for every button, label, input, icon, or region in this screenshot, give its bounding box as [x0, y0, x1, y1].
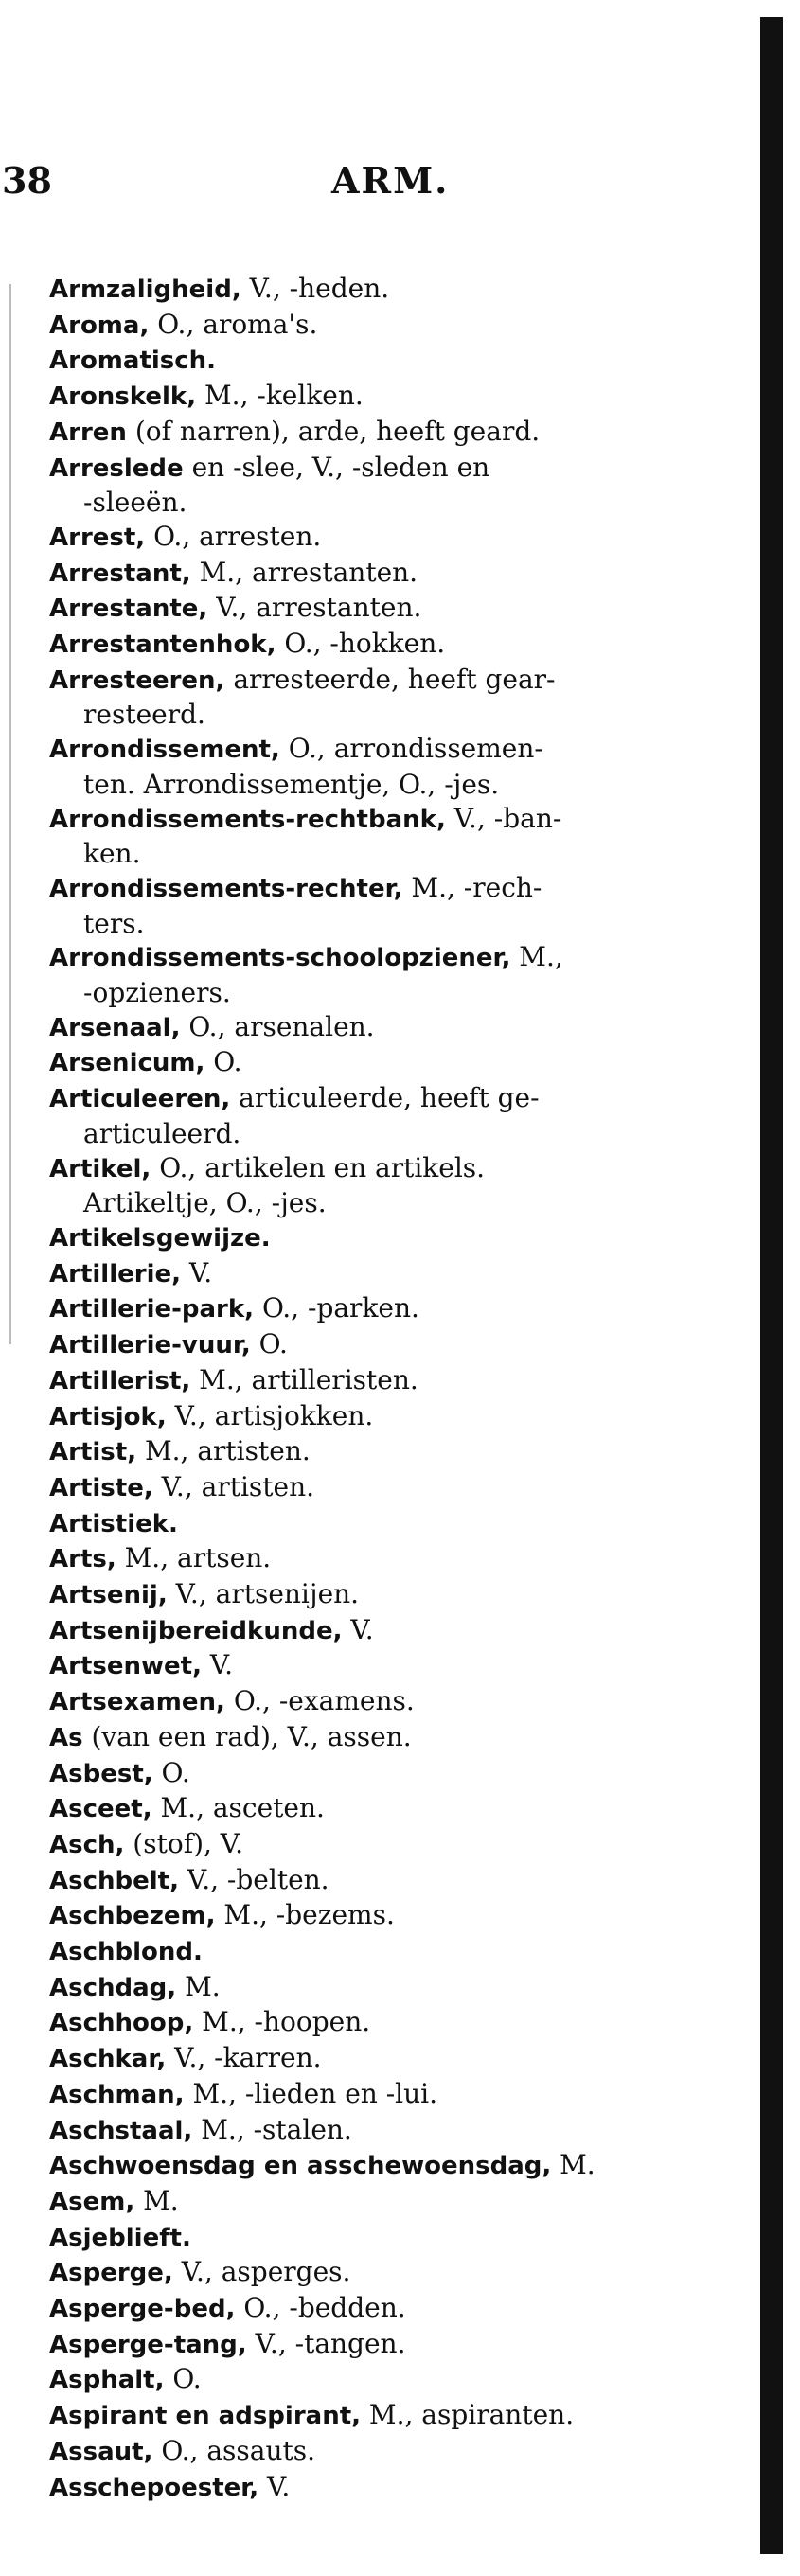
- dictionary-entry: [49, 1399, 731, 1435]
- entry-definition: -opzieners.: [83, 977, 231, 1009]
- entry-headword: Asperge-bed,: [49, 2295, 236, 2324]
- dictionary-entry: [49, 1010, 731, 1046]
- entry-headword: Armzaligheid,: [49, 275, 241, 304]
- entry-headword: Asperge,: [49, 2259, 173, 2288]
- dictionary-entry: [49, 591, 731, 627]
- entry-definition: M.: [176, 1970, 221, 2002]
- dictionary-entry: [49, 1151, 731, 1187]
- entry-definition: O., artikelen en artikels.: [151, 1151, 486, 1183]
- entry-definition: M., -stalen.: [192, 2113, 352, 2145]
- right-page-edge: [760, 17, 783, 2554]
- entry-headword: Asschepoester,: [49, 2473, 259, 2502]
- entry-headword: Aschhoop,: [49, 2009, 194, 2038]
- entry-headword: Artist,: [49, 1438, 137, 1467]
- dictionary-entry: [49, 1327, 731, 1363]
- entry-definition: V.: [201, 1649, 234, 1681]
- dictionary-entry: [49, 2255, 731, 2291]
- entry-definition: M., artsen.: [116, 1542, 272, 1574]
- dictionary-entry: [49, 1791, 731, 1827]
- entry-definition: O., -examens.: [224, 1685, 415, 1717]
- entry-definition: O., arsenalen.: [180, 1010, 375, 1042]
- entry-headword: Assaut,: [49, 2437, 153, 2466]
- entry-headword: Artsexamen,: [49, 1688, 225, 1717]
- left-margin-line: [9, 284, 11, 1344]
- dictionary-entry: [49, 2077, 731, 2113]
- entry-headword: Aroma,: [49, 311, 150, 340]
- entry-headword: Artsenij,: [49, 1581, 168, 1610]
- entry-headword: Articuleeren,: [49, 1085, 231, 1114]
- dictionary-entry: [49, 1256, 731, 1292]
- entry-definition: O., assauts.: [152, 2434, 316, 2466]
- dictionary-entry: [49, 2041, 731, 2077]
- entry-headword: Aromatisch.: [49, 346, 217, 376]
- dictionary-entry: [49, 451, 731, 487]
- dictionary-entry: [49, 520, 731, 556]
- entry-headword: Aspirant en adspirant,: [49, 2402, 362, 2431]
- entry-headword: Arts,: [49, 1545, 116, 1574]
- entry-headword: Arrondissements-schoolopziener,: [49, 944, 511, 973]
- entry-definition: O., -bedden.: [235, 2292, 406, 2324]
- entry-definition: V.: [342, 1613, 374, 1645]
- dictionary-entry: [49, 1220, 731, 1256]
- dictionary-entry: [49, 1720, 731, 1756]
- entry-headword: Aschstaal,: [49, 2116, 193, 2145]
- entry-definition: V., -heden.: [240, 273, 390, 304]
- entry-headword: Arren: [49, 417, 127, 447]
- entry-headword: Aschman,: [49, 2080, 185, 2109]
- dictionary-entry: [49, 1934, 731, 1970]
- entry-definition: M., arrestanten.: [190, 556, 418, 588]
- dictionary-entry: [49, 1613, 731, 1649]
- dictionary-entry: [49, 2362, 731, 2398]
- dictionary-entry: [49, 1434, 731, 1470]
- entry-headword: Asem,: [49, 2187, 135, 2216]
- dictionary-entry: [49, 2434, 731, 2470]
- entry-headword: Asceet,: [49, 1795, 152, 1824]
- dictionary-entry: [49, 2398, 731, 2434]
- entry-definition: M., -hoopen.: [193, 2006, 371, 2038]
- entry-headword: Asbest,: [49, 1759, 153, 1788]
- entry-headword: Arrondissement,: [49, 736, 280, 765]
- entry-continuation: [49, 907, 731, 941]
- entry-headword: Aschblond.: [49, 1938, 203, 1967]
- entry-headword: Artisjok,: [49, 1402, 167, 1431]
- dictionary-entry: [49, 871, 731, 907]
- dictionary-entry: [49, 415, 731, 451]
- dictionary-entry: [49, 2470, 731, 2506]
- entry-definition: M.,: [510, 941, 563, 973]
- entry-headword: As: [49, 1723, 83, 1752]
- dictionary-entry: [49, 802, 731, 838]
- entry-headword: Arsenicum,: [49, 1049, 205, 1078]
- dictionary-entry: [49, 1863, 731, 1899]
- entry-continuation: [49, 768, 731, 802]
- dictionary-entry: [49, 1541, 731, 1577]
- entry-definition: articuleerd.: [83, 1117, 241, 1149]
- entry-headword: Artillerie,: [49, 1259, 181, 1288]
- entry-definition: M., asceten.: [151, 1792, 325, 1824]
- entry-headword: Arrestant,: [49, 559, 191, 588]
- dictionary-entry: [49, 1291, 731, 1327]
- entry-definition: V., artisjokken.: [166, 1399, 374, 1431]
- dictionary-entry: [49, 1081, 731, 1117]
- entry-definition: M., artisten.: [136, 1435, 311, 1467]
- entry-definition: V., -ban-: [445, 802, 562, 834]
- dictionary-entry: [49, 1506, 731, 1542]
- entry-definition: V., artisten.: [152, 1470, 315, 1502]
- dictionary-entry: [49, 308, 731, 344]
- entry-continuation: [49, 698, 731, 732]
- entry-continuation: [49, 486, 731, 520]
- entry-headword: Artikel,: [49, 1154, 151, 1183]
- dictionary-entry: [49, 1898, 731, 1934]
- dictionary-entry: [49, 732, 731, 768]
- entry-headword: Asjeblieft.: [49, 2223, 191, 2252]
- entry-definition: O., arrondissemen-: [279, 733, 543, 765]
- dictionary-entry: [49, 1363, 731, 1399]
- page-header: [0, 159, 800, 216]
- entry-definition: (stof), V.: [124, 1827, 244, 1859]
- entry-headword: Artsenijbereidkunde,: [49, 1616, 343, 1645]
- entry-definition: M., -lieden en -lui.: [184, 2077, 437, 2109]
- entry-definition: M., -rech-: [402, 871, 542, 903]
- entry-definition: V., asperges.: [172, 2256, 351, 2288]
- dictionary-entry: [49, 663, 731, 699]
- entry-headword: Artillerie-park,: [49, 1295, 255, 1324]
- entry-headword: Asch,: [49, 1830, 125, 1859]
- entry-headword: Artiste,: [49, 1473, 153, 1502]
- entry-headword: Arrondissements-rechtbank,: [49, 805, 446, 834]
- entry-headword: Arrestantenhok,: [49, 631, 276, 660]
- page-number: 38: [2, 159, 52, 202]
- entry-continuation: [49, 976, 731, 1010]
- entry-definition: V.: [181, 1256, 213, 1288]
- entry-headword: Artikelsgewijze.: [49, 1223, 271, 1252]
- entry-definition: V., -tangen.: [246, 2327, 406, 2359]
- entry-headword: Arsenaal,: [49, 1013, 181, 1042]
- dictionary-entry: [49, 1827, 731, 1863]
- entry-definition: O., aroma's.: [149, 308, 318, 340]
- entry-headword: Asphalt,: [49, 2366, 165, 2395]
- entry-definition: M., -bezems.: [215, 1899, 395, 1931]
- entry-definition: (van een rad), V., assen.: [82, 1720, 412, 1752]
- entry-definition: V., -karren.: [166, 2042, 322, 2074]
- entry-headword: Aschbezem,: [49, 1902, 216, 1931]
- entry-headword: Artistiek.: [49, 1509, 178, 1538]
- entry-definition: resteerd.: [83, 699, 205, 731]
- entry-definition: O.: [152, 1756, 190, 1788]
- running-headword: ARM.: [331, 159, 450, 202]
- entry-definition: M., -kelken.: [196, 380, 364, 412]
- dictionary-entry: [49, 1684, 731, 1720]
- entry-definition: O., -hokken.: [276, 628, 446, 660]
- entry-headword: Aschkar,: [49, 2045, 167, 2074]
- entry-definition: O., -parken.: [254, 1292, 419, 1324]
- entry-definition: O.: [204, 1046, 242, 1078]
- entry-definition: M.: [551, 2149, 596, 2181]
- dictionary-entry: [49, 343, 731, 379]
- entry-headword: Arresteeren,: [49, 666, 225, 695]
- entry-definition: O., arresten.: [145, 520, 322, 552]
- entry-headword: Artsenwet,: [49, 1652, 202, 1681]
- entry-definition: V., artsenijen.: [167, 1578, 360, 1610]
- dictionary-entry: [49, 1970, 731, 2006]
- entry-definition: V., -belten.: [178, 1863, 329, 1895]
- dictionary-entry: [49, 1648, 731, 1684]
- entry-definition: V.: [258, 2470, 291, 2502]
- dictionary-entry: [49, 2327, 731, 2363]
- entry-definition: M.: [134, 2184, 179, 2216]
- dictionary-entry: [49, 1045, 731, 1081]
- entry-headword: Artillerie-vuur,: [49, 1331, 251, 1360]
- entry-continuation: [49, 1117, 731, 1151]
- dictionary-entry: [49, 2005, 731, 2041]
- entry-headword: Aronskelk,: [49, 382, 197, 412]
- dictionary-entry: [49, 1577, 731, 1613]
- entry-definition: M., artilleristen.: [190, 1363, 418, 1395]
- dictionary-entry: [49, 1756, 731, 1792]
- dictionary-entries: [49, 272, 731, 2505]
- entry-definition: (of narren), arde, heeft geard.: [126, 415, 541, 447]
- entry-continuation: [49, 1186, 731, 1220]
- dictionary-entry: [49, 2291, 731, 2327]
- entry-definition: Artikeltje, O., -jes.: [83, 1187, 327, 1219]
- entry-definition: ters.: [83, 907, 145, 939]
- entry-definition: ten. Arrondissementje, O., -jes.: [83, 768, 500, 800]
- entry-definition: articuleerde, heeft ge-: [230, 1082, 540, 1114]
- entry-headword: Arreslede: [49, 453, 184, 483]
- dictionary-entry: [49, 272, 731, 308]
- entry-headword: Artillerist,: [49, 1366, 191, 1395]
- dictionary-entry: [49, 940, 731, 976]
- entry-definition: en -slee, V., -sleden en: [183, 451, 490, 483]
- dictionary-entry: [49, 2148, 731, 2184]
- entry-continuation: [49, 837, 731, 871]
- entry-headword: Asperge-tang,: [49, 2330, 247, 2359]
- entry-headword: Aschwoensdag en asschewoensdag,: [49, 2152, 552, 2181]
- dictionary-entry: [49, 556, 731, 592]
- entry-headword: Arrestante,: [49, 595, 208, 624]
- entry-definition: -sleeën.: [83, 487, 187, 519]
- entry-headword: Aschbelt,: [49, 1866, 179, 1895]
- entry-definition: O.: [164, 2363, 202, 2395]
- entry-definition: ken.: [83, 838, 141, 870]
- entry-definition: O.: [250, 1328, 288, 1360]
- entry-definition: V., arrestanten.: [207, 592, 422, 624]
- entry-headword: Arrondissements-rechter,: [49, 874, 403, 903]
- entry-definition: M., aspiranten.: [361, 2399, 575, 2431]
- dictionary-entry: [49, 1470, 731, 1506]
- dictionary-entry: [49, 2113, 731, 2149]
- entry-headword: Aschdag,: [49, 1973, 177, 2002]
- dictionary-entry: [49, 627, 731, 663]
- dictionary-entry: [49, 2184, 731, 2220]
- dictionary-entry: [49, 2220, 731, 2256]
- dictionary-entry: [49, 379, 731, 415]
- entry-definition: arresteerde, heeft gear-: [224, 663, 556, 695]
- entry-headword: Arrest,: [49, 523, 146, 552]
